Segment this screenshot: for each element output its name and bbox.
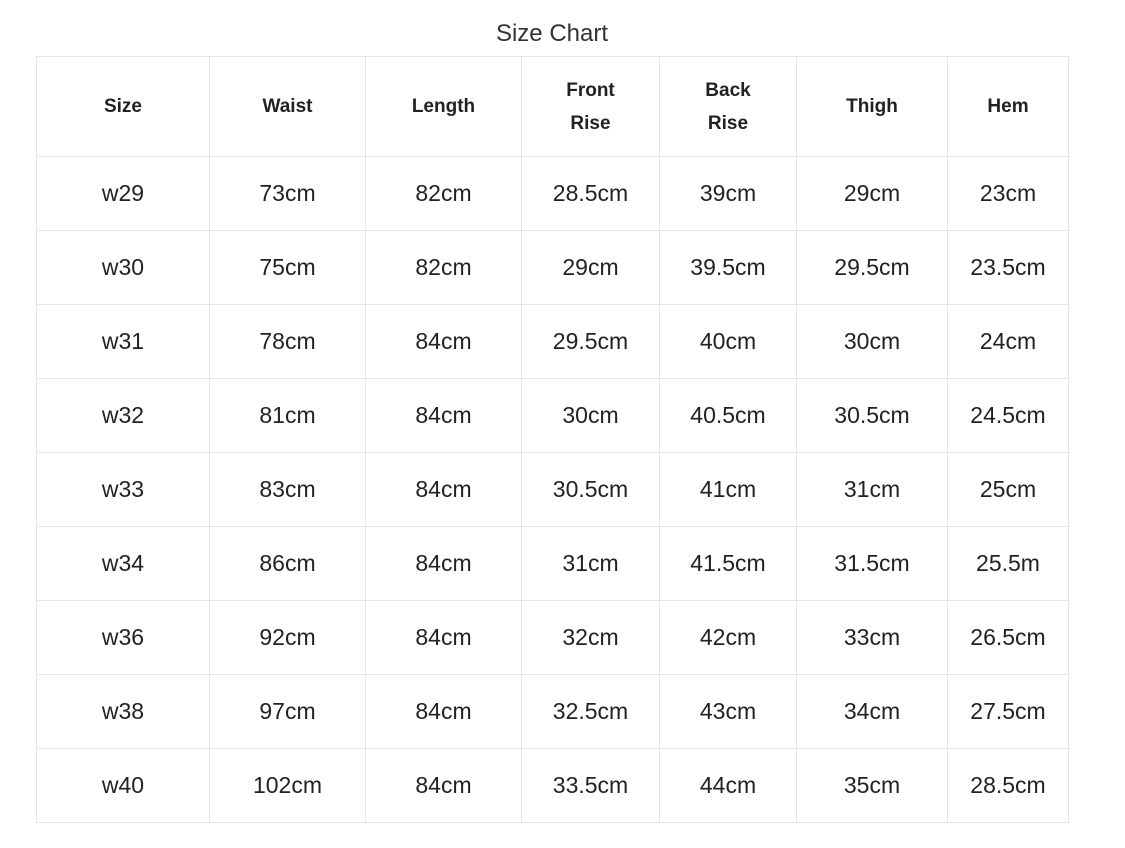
size-cell: w40 <box>37 749 210 823</box>
measurement-cell: 27.5cm <box>948 675 1069 749</box>
measurement-cell: 39cm <box>660 157 797 231</box>
column-header-label: Length <box>411 96 476 117</box>
measurement-cell: 78cm <box>210 305 366 379</box>
measurement-cell: 43cm <box>660 675 797 749</box>
measurement-cell: 97cm <box>210 675 366 749</box>
measurement-cell: 24.5cm <box>948 379 1069 453</box>
column-header <box>948 57 1069 157</box>
measurement-cell: 84cm <box>366 675 522 749</box>
measurement-cell: 29.5cm <box>797 231 948 305</box>
measurement-cell: 28.5cm <box>522 157 660 231</box>
table-row <box>37 305 1069 379</box>
size-cell: w30 <box>37 231 210 305</box>
measurement-cell: 82cm <box>366 231 522 305</box>
measurement-cell: 30cm <box>522 379 660 453</box>
measurement-cell: 30.5cm <box>797 379 948 453</box>
measurement-cell: 92cm <box>210 601 366 675</box>
measurement-cell: 84cm <box>366 379 522 453</box>
measurement-cell: 33cm <box>797 601 948 675</box>
column-header-label: Thigh <box>846 96 898 117</box>
measurement-cell: 25cm <box>948 453 1069 527</box>
column-header <box>37 57 210 157</box>
measurement-cell: 83cm <box>210 453 366 527</box>
measurement-cell: 40cm <box>660 305 797 379</box>
measurement-cell: 23.5cm <box>948 231 1069 305</box>
table-row <box>37 157 1069 231</box>
table-row <box>37 453 1069 527</box>
measurement-cell: 29.5cm <box>522 305 660 379</box>
measurement-cell: 39.5cm <box>660 231 797 305</box>
table-body <box>37 157 1069 823</box>
size-cell: w31 <box>37 305 210 379</box>
measurement-cell: 81cm <box>210 379 366 453</box>
measurement-cell: 25.5m <box>948 527 1069 601</box>
table-row <box>37 527 1069 601</box>
measurement-cell: 84cm <box>366 749 522 823</box>
header-row <box>37 57 1069 157</box>
size-cell: w38 <box>37 675 210 749</box>
column-header-label: Waist <box>262 96 313 117</box>
measurement-cell: 31cm <box>797 453 948 527</box>
measurement-cell: 34cm <box>797 675 948 749</box>
size-cell: w29 <box>37 157 210 231</box>
measurement-cell: 42cm <box>660 601 797 675</box>
column-header <box>210 57 366 157</box>
table-row <box>37 749 1069 823</box>
measurement-cell: 31cm <box>522 527 660 601</box>
measurement-cell: 41.5cm <box>660 527 797 601</box>
measurement-cell: 29cm <box>522 231 660 305</box>
column-header <box>660 57 797 157</box>
size-cell: w33 <box>37 453 210 527</box>
size-table <box>36 56 1069 823</box>
chart-title: Size Chart <box>495 20 609 47</box>
size-cell: w32 <box>37 379 210 453</box>
measurement-cell: 44cm <box>660 749 797 823</box>
measurement-cell: 41cm <box>660 453 797 527</box>
column-header-label: Rise <box>570 112 611 134</box>
measurement-cell: 29cm <box>797 157 948 231</box>
table-row <box>37 601 1069 675</box>
measurement-cell: 84cm <box>366 527 522 601</box>
measurement-cell: 30.5cm <box>522 453 660 527</box>
measurement-cell: 102cm <box>210 749 366 823</box>
measurement-cell: 31.5cm <box>797 527 948 601</box>
column-header <box>522 57 660 157</box>
column-header-label: Back <box>705 79 751 101</box>
column-header <box>797 57 948 157</box>
measurement-cell: 30cm <box>797 305 948 379</box>
measurement-cell: 26.5cm <box>948 601 1069 675</box>
measurement-cell: 35cm <box>797 749 948 823</box>
size-cell: w34 <box>37 527 210 601</box>
measurement-cell: 86cm <box>210 527 366 601</box>
measurement-cell: 23cm <box>948 157 1069 231</box>
measurement-cell: 84cm <box>366 305 522 379</box>
measurement-cell: 82cm <box>366 157 522 231</box>
column-header-label: Front <box>566 79 615 101</box>
table-row <box>37 675 1069 749</box>
measurement-cell: 33.5cm <box>522 749 660 823</box>
measurement-cell: 32.5cm <box>522 675 660 749</box>
table-row <box>37 379 1069 453</box>
size-cell: w36 <box>37 601 210 675</box>
column-header <box>366 57 522 157</box>
measurement-cell: 84cm <box>366 601 522 675</box>
measurement-cell: 84cm <box>366 453 522 527</box>
measurement-cell: 28.5cm <box>948 749 1069 823</box>
column-header-label: Hem <box>987 96 1029 117</box>
measurement-cell: 24cm <box>948 305 1069 379</box>
measurement-cell: 73cm <box>210 157 366 231</box>
measurement-cell: 40.5cm <box>660 379 797 453</box>
column-header-label: Size <box>103 96 143 117</box>
measurement-cell: 75cm <box>210 231 366 305</box>
column-header-label: Rise <box>707 112 749 134</box>
measurement-cell: 32cm <box>522 601 660 675</box>
table-row <box>37 231 1069 305</box>
